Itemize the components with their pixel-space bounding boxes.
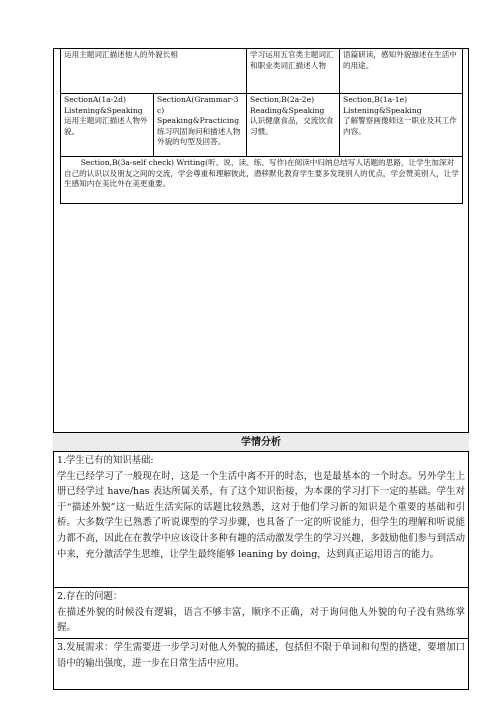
section-description: 了解警察画像师这一职业及其工作内容。 (343, 116, 457, 136)
knowledge-base-block (53, 452, 469, 588)
section-skill: Reading&Speaking (250, 105, 325, 115)
section-title: Section,B(1a-1e) (343, 95, 408, 104)
table-row (61, 49, 463, 94)
section-title: Section,B(2a-2e) (250, 95, 315, 104)
section-skill: Listening&Speaking (64, 105, 143, 115)
problems-block (53, 588, 469, 639)
section-description: 运用主题词汇描述人物外貌。 (64, 116, 148, 136)
item-body: 学生已经学习了一般现在时，这是一个生活中离不开的时态，也是最基本的一个时态。另外学生上册已经学过 have/has 表达所属关系，有了这个知识衔接，为本课的学习打下一定的基础。学生对于“描述外貌”这一贴近生活实际的话题比较熟悉，这对于他们学习新的知识是个重要的基础和引桥。大多数学生已熟悉了听说课型的学习步骤，也具备了一定的听说能力，但学生的理解和听说能力都不高，因此在在教学中应该设计多种有趣的活动激发学生的学习兴趣，多鼓励他们参与到活动中来，充分激活学生思维，让学生最终能够 leaning by doing，达到真正运用语言的能力。 (57, 470, 465, 560)
table-row (61, 157, 463, 204)
table-cell (154, 94, 247, 157)
table-row (61, 94, 463, 157)
table-cell (61, 94, 154, 157)
analysis-title: 学情分析 (53, 432, 469, 452)
section-skill: Speaking&Practicing (157, 116, 240, 125)
item-heading: 2.存在的问题： (57, 591, 123, 602)
table-cell: 运用主题词汇描述他人的外貌长相 (61, 49, 247, 94)
section-title: SectionA(1a-2d) (64, 95, 126, 104)
unit-summary: Section,B(3a-self check) Writing(听、说、读、练、写作)在阅读中归纳总结写人话题的思路，让学生加深对自己的认识以及朋友之间的交流，学会尊重和理解彼此，潜移默化教育学生要多发现别人的优点，学会赞美别人，让学生感知内在美比外在美更重要。 (61, 157, 463, 204)
analysis-section (53, 452, 469, 689)
table-cell (340, 94, 463, 157)
development-needs-block (53, 639, 469, 689)
table-cell: 语篇研读，感知外貌描述在生活中的用途。 (340, 49, 463, 94)
section-description: 认识健康食品，交流饮食习惯。 (250, 116, 334, 136)
unit-plan-table (60, 48, 463, 204)
item-heading: 1.学生已有的知识基础: (57, 455, 154, 466)
section-title: SectionA(Grammar-3c) (157, 95, 239, 115)
item-body: 在描述外貌的时候没有逻辑，语言不够丰富，顺序不正确，对于询问他人外貌的句子没有熟练掌握。 (57, 606, 465, 634)
section-skill: Listening&Speaking (343, 105, 422, 115)
section-description: 练习巩固询问和描述人物外貌的句型及回答。 (157, 126, 241, 146)
item-body: 3.发展需求：学生需要进一步学习对他人外貌的描述，包括但不限于单词和句型的搭建，要增加口语中的输出强度，进一步在日常生活中应用。 (57, 642, 465, 669)
table-cell (247, 94, 340, 157)
table-cell: 学习运用五官类主题词汇和职业类词汇描述人物 (247, 49, 340, 94)
